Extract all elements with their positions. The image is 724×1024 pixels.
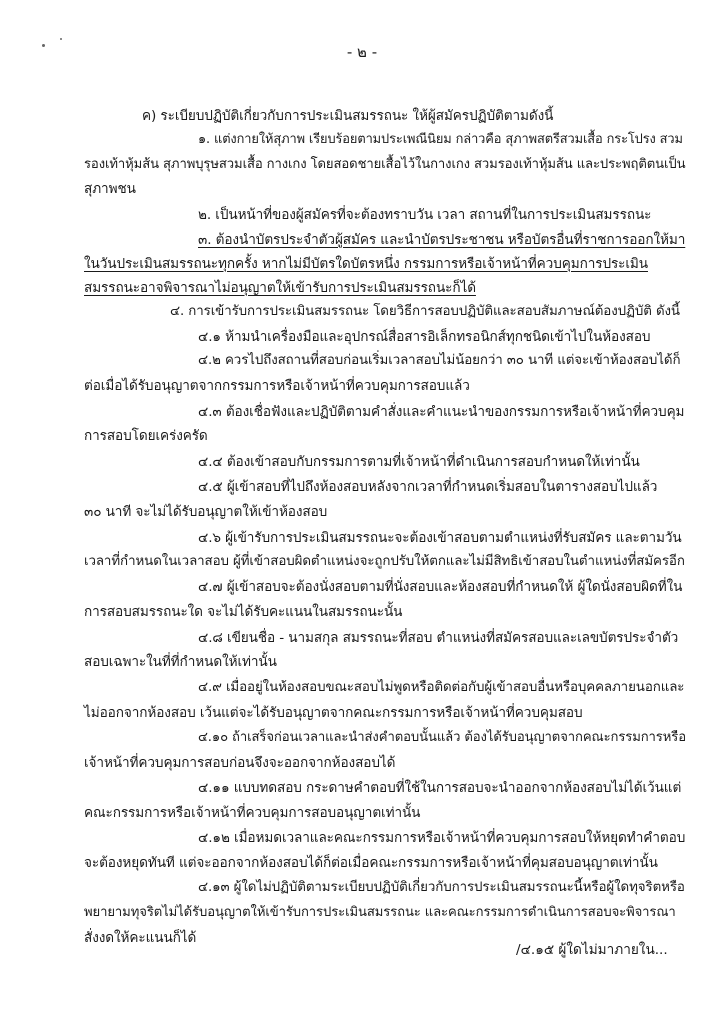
paragraph-line: ๓๐ นาที จะไม่ได้รับอนุญาตให้เข้าห้องสอบ — [84, 504, 328, 520]
paragraph-line: รองเท้าหุ้มส้น สุภาพบุรุษสวมเสื้อ กางเกง โดยสอดชายเสื้อไว้ในกางเกง สวมรองเท้าหุ้มส้น และประพฤติตนเป็น — [84, 157, 686, 172]
section-title: ค) ระเบียบปฏิบัติเกี่ยวกับการประเมินสมรรถนะ ให้ผู้สมัครปฏิบัติตามดังนี้ — [142, 108, 554, 124]
paragraph-line: ๒. เป็นหน้าที่ของผู้สมัครที่จะต้องทราบวัน เวลา สถานที่ในการประเมินสมรรถนะ — [198, 207, 652, 223]
paragraph-line: ๔.๑๓ ผู้ใดไม่ปฏิบัติตามระเบียบปฏิบัติเกี่ยวกับการประเมินสมรรถนะนี้หรือผู้ใดทุจริตหรือ — [198, 880, 685, 895]
paragraph-line: เวลาที่กำหนดในเวลาสอบ ผู้ที่เข้าสอบผิดตำแหน่งจะถูกปรับให้ตกและไม่มีสิทธิเข้าสอบในตำแหน่งที่สมัครอีก — [84, 554, 685, 569]
paragraph-line: การสอบสมรรถนะใด จะไม่ได้รับคะแนนในสมรรถนะนั้น — [84, 604, 403, 620]
paragraph-line: ไม่ออกจากห้องสอบ เว้นแต่จะได้รับอนุญาตจากคณะกรรมการหรือเจ้าหน้าที่ควบคุมสอบ — [84, 705, 583, 721]
paragraph-line: ๔.๕ ผู้เข้าสอบที่ไปถึงห้องสอบหลังจากเวลาที่กำหนดเริ่มสอบในตารางสอบไปแล้ว — [198, 479, 658, 495]
paragraph-line: ๔.๖ ผู้เข้ารับการประเมินสมรรถนะจะต้องเข้าสอบตามตำแหน่งที่รับสมัคร และตามวัน — [198, 530, 682, 546]
paragraph-line: ๔.๑ ห้ามนำเครื่องมือและอุปกรณ์สื่อสารอิเล็กทรอนิกส์ทุกชนิดเข้าไปในห้องสอบ — [198, 329, 651, 345]
underlined-line: สมรรถนะอาจพิจารณาไม่อนุญาตให้เข้ารับการประเมินสมรรถนะก็ได้ — [84, 280, 476, 296]
paragraph-line: ๔.๘ เขียนชื่อ - นามสกุล สมรรถนะที่สอบ ตำแหน่งที่สมัครสอบและเลขบัตรประจำตัว — [198, 630, 679, 646]
paragraph-line: เจ้าหน้าที่ควบคุมการสอบก่อนจึงจะออกจากห้องสอบได้ — [84, 755, 396, 771]
paragraph-line: จะต้องหยุดทันที แต่จะออกจากห้องสอบได้ก็ต่อเมื่อคณะกรรมการหรือเจ้าหน้าที่คุมสอบอนุญาตเท่านั้น — [84, 855, 658, 871]
paragraph-line: ๔.๑๑ แบบทดสอบ กระดาษคำตอบที่ใช้ในการสอบจะนำออกจากห้องสอบไม่ได้เว้นแต่ — [198, 780, 682, 796]
paragraph-line: ๔.๑๒ เมื่อหมดเวลาและคณะกรรมการหรือเจ้าหน้าที่ควบคุมการสอบให้หยุดทำคำตอบ — [198, 830, 686, 846]
paragraph-line: ๔. การเข้ารับการประเมินสมรรถนะ โดยวิธีการสอบปฏิบัติและสอบสัมภาษณ์ต้องปฏิบัติ ดังนี้ — [170, 304, 680, 319]
continuation-note: /๔.๑๕ ผู้ใดไม่มาภายใน... — [516, 942, 668, 958]
paragraph-line: ๔.๙ เมื่ออยู่ในห้องสอบขณะสอบไม่พูดหรือติดต่อกับผู้เข้าสอบอื่นหรือบุคคลภายนอกและ — [198, 680, 685, 695]
paragraph-line: ๔.๓ ต้องเชื่อฟังและปฏิบัติตามคำสั่งและคำแนะนำของกรรมการหรือเจ้าหน้าที่ควบคุม — [198, 404, 685, 420]
page-number: - ๒ - — [346, 43, 378, 61]
paragraph-line: พยายามทุจริตไม่ได้รับอนุญาตให้เข้ารับการประเมินสมรรถนะ และคณะกรรมการดำเนินการสอบจะพิจารณา — [84, 905, 676, 920]
paragraph-line: ๔.๒ ควรไปถึงสถานที่สอบก่อนเริ่มเวลาสอบไม่น้อยกว่า ๓๐ นาที แต่จะเข้าห้องสอบได้ก็ — [198, 353, 681, 368]
paragraph-line: การสอบโดยเคร่งครัด — [84, 428, 208, 444]
paragraph-line: คณะกรรมการหรือเจ้าหน้าที่ควบคุมการสอบอนุญาตเท่านั้น — [84, 805, 421, 821]
paragraph-line: สั่งงดให้คะแนนก็ได้ — [84, 930, 197, 946]
paragraph-line: สุภาพชน — [84, 181, 136, 197]
underlined-line: ในวันประเมินสมรรถนะทุกครั้ง หากไม่มีบัตรใดบัตรหนึ่ง กรรมการหรือเจ้าหน้าที่ควบคุมการประเมิน — [84, 256, 648, 272]
paragraph-line: ต่อเมื่อได้รับอนุญาตจากกรรมการหรือเจ้าหน้าที่ควบคุมการสอบแล้ว — [84, 378, 470, 394]
paragraph-line: ๔.๔ ต้องเข้าสอบกับกรรมการตามที่เจ้าหน้าที่ดำเนินการสอบกำหนดให้เท่านั้น — [198, 454, 640, 470]
paragraph-line: ๔.๗ ผู้เข้าสอบจะต้องนั่งสอบตามที่นั่งสอบและห้องสอบที่กำหนดให้ ผู้ใดนั่งสอบผิดที่ใน — [198, 579, 683, 595]
paragraph-line: ๔.๑๐ ถ้าเสร็จก่อนเวลาและนำส่งคำตอบนั้นแล้ว ต้องได้รับอนุญาตจากคณะกรรมการหรือ — [198, 730, 686, 745]
paragraph-line: สอบเฉพาะในที่ที่กำหนดให้เท่านั้น — [84, 654, 277, 670]
paragraph-line: ๑. แต่งกายให้สุภาพ เรียบร้อยตามประเพณีนิยม กล่าวคือ สุภาพสตรีสวมเสื้อ กระโปรง สวม — [198, 132, 683, 147]
underlined-line: ๓. ต้องนำบัตรประจำตัวผู้สมัคร และนำบัตรประชาชน หรือบัตรอื่นที่ราชการออกให้มา — [198, 232, 686, 248]
